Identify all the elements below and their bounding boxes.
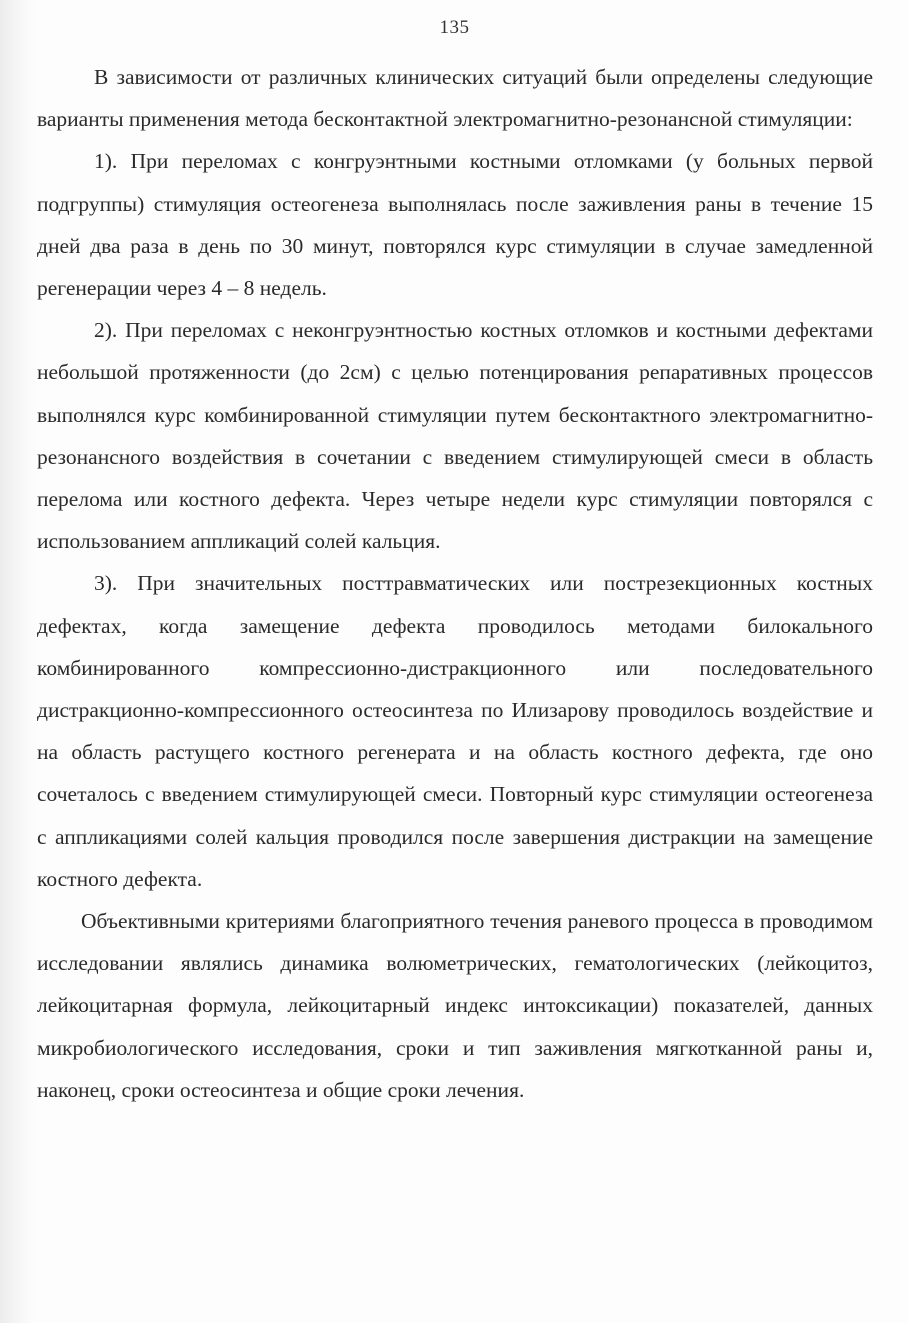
paragraph-criteria: Объективными критериями благоприятного течения раневого процесса в проводимом исследовании являлись динамика волюметрических, гематологических (лейкоцитоз, лейкоцитарная формула, лейкоцитарный индекс интоксикации) показателей, данных микробиологического исследования, сроки и тип заживления мягкотканной раны и, наконец, сроки остеосинтеза и общие сроки лечения. bbox=[37, 909, 873, 1102]
page-number: 135 bbox=[439, 17, 470, 38]
paragraph-intro: В зависимости от различных клинических ситуаций были определены следующие варианты применения метода бесконтактной электромагнитно-резонансной стимуляции: bbox=[37, 65, 873, 132]
paragraph-variant-3: 3). При значительных посттравматических или пострезекционных костных дефектах, когда замещение дефекта проводилось методами билокального комбинированного компрессионно-дистракционного или последовательного дистракционно-компрессионного остеосинтеза по Илизарову проводилось воздействие и на область растущего костного регенерата и на область костного дефекта, где оно сочеталось с введением стимулирующей смеси. Повторный курс стимуляции остеогенеза с аппликациями солей кальция проводился после завершения дистракции на замещение костного дефекта. bbox=[37, 571, 873, 891]
body-text bbox=[37, 56, 873, 1111]
paragraph-variant-2: 2). При переломах с неконгруэнтностью костных отломков и костными дефектами небольшой протяженности (до 2см) с целью потенцирования репаративных процессов выполнялся курс комбинированной стимуляции путем бесконтактного электромагнитно-резонансного воздействия в сочетании с введением стимулирующей смеси в область перелома или костного дефекта. Через четыре недели курс стимуляции повторялся с использованием аппликаций солей кальция. bbox=[37, 318, 873, 554]
paragraph-variant-1: 1). При переломах с конгруэнтными костными отломками (у больных первой подгруппы) стимуляция остеогенеза выполнялась после заживления раны в течение 15 дней два раза в день по 30 минут, повторялся курс стимуляции в случае замедленной регенерации через 4 – 8 недель. bbox=[37, 149, 873, 301]
scan-shadow-edge bbox=[0, 0, 36, 1323]
